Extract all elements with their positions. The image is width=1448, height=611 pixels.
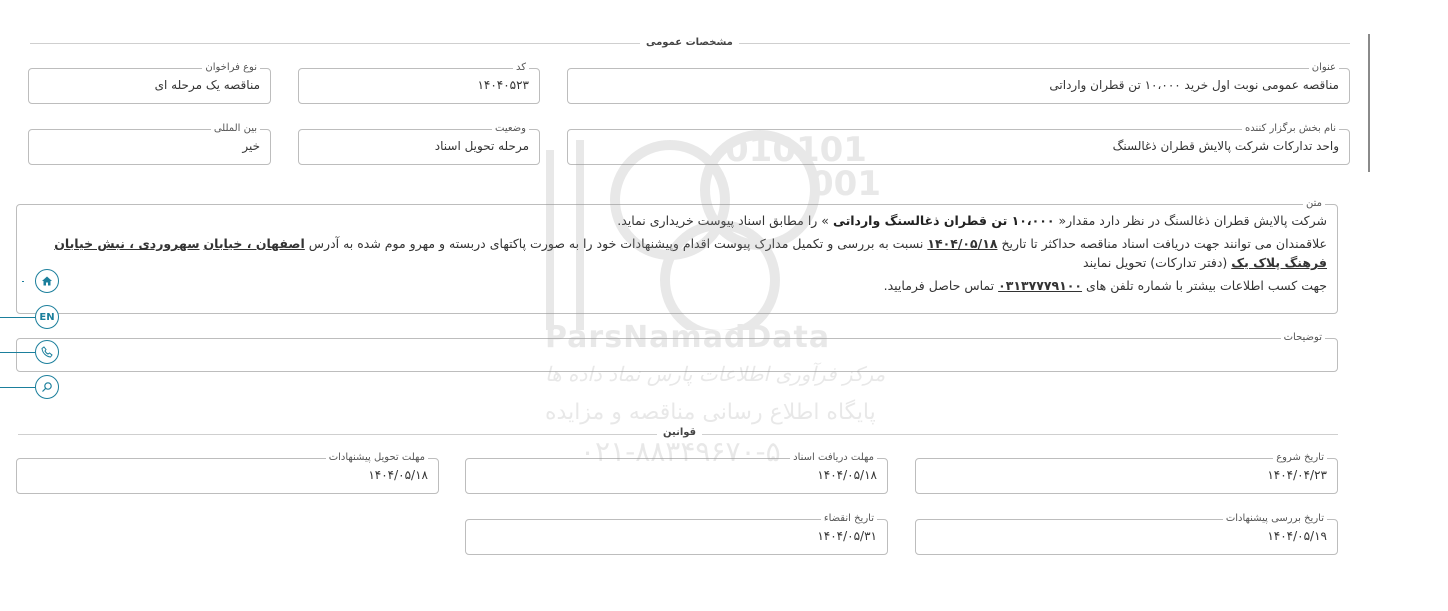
status-field[interactable] xyxy=(298,123,540,165)
text-line-1 xyxy=(27,211,1327,230)
title-value: مناقصه عمومی نوبت اول خرید ۱۰،۰۰۰ تن قطران وارداتی xyxy=(1049,78,1339,92)
scrollbar[interactable] xyxy=(1368,34,1370,172)
international-label: بین المللی xyxy=(211,122,260,136)
start-date-label: تاریخ شروع xyxy=(1273,451,1327,465)
text-line-1-part-a: شرکت پالایش قطران ذغالسنگ در نظر دارد مقدار« xyxy=(1058,213,1327,228)
watermark-line-2: پایگاه اطلاع رسانی مناقصه و مزایده xyxy=(545,400,876,425)
call-connector xyxy=(0,352,35,353)
title-field[interactable] xyxy=(567,62,1350,104)
call-type-value: مناقصه یک مرحله ای xyxy=(154,78,260,92)
status-label: وضعیت xyxy=(492,122,529,136)
text-line-2-part-b: نسبت به بررسی و تکمیل مدارک پیوست اقدام وپیشنهادات خود را به صورت پاکتهای دربسته و مهرو موم شده به آدرس xyxy=(308,236,924,251)
code-label: کد xyxy=(513,61,529,75)
review-date-value: ۱۴۰۴/۰۵/۱۹ xyxy=(1267,529,1327,543)
organizer-value: واحد تدارکات شرکت پالایش قطران ذغالسنگ xyxy=(1112,139,1339,153)
submit-deadline-label: مهلت تحویل پیشنهادات xyxy=(326,451,428,465)
text-line-2-part-c: (دفتر تدارکات) تحویل نمایند xyxy=(1083,255,1228,270)
organizer-label: نام بخش برگزار کننده xyxy=(1242,122,1339,136)
home-icon xyxy=(41,275,53,287)
start-date-field[interactable] xyxy=(915,452,1338,494)
expire-date-value: ۱۴۰۴/۰۵/۳۱ xyxy=(817,529,877,543)
en-connector xyxy=(0,317,35,318)
text-line-2-date: ۱۴۰۴/۰۵/۱۸ xyxy=(927,236,998,251)
rules-section-title: قوانین xyxy=(657,427,702,438)
review-date-field[interactable] xyxy=(915,513,1338,555)
text-line-3-part-b: تماس حاصل فرمایید. xyxy=(883,278,995,293)
search-icon xyxy=(41,381,53,393)
home-button[interactable] xyxy=(35,269,59,293)
watermark-phone: ۰۲۱-۸۸۳۴۹۶۷۰-۵ xyxy=(580,435,781,468)
text-line-2-address-1: اصفهان ، خیابان xyxy=(203,236,305,251)
watermark-binary-2: 001 xyxy=(810,164,881,204)
code-value: ۱۴۰۴۰۵۲۳ xyxy=(477,78,529,92)
receive-deadline-label: مهلت دریافت اسناد xyxy=(790,451,877,465)
text-line-2 xyxy=(27,234,1327,272)
general-section-title: مشخصات عمومی xyxy=(640,37,739,48)
expire-date-field[interactable] xyxy=(465,513,888,555)
language-en-button[interactable] xyxy=(35,305,59,329)
receive-deadline-field[interactable] xyxy=(465,452,888,494)
text-body xyxy=(27,211,1327,295)
review-date-label: تاریخ بررسی پیشنهادات xyxy=(1223,512,1327,526)
en-label: EN xyxy=(39,311,55,323)
international-value: خیر xyxy=(242,139,260,153)
receive-deadline-value: ۱۴۰۴/۰۵/۱۸ xyxy=(817,468,877,482)
text-box xyxy=(16,198,1338,314)
expire-date-label: تاریخ انقضاء xyxy=(821,512,877,526)
submit-deadline-field[interactable] xyxy=(16,452,439,494)
organizer-field[interactable] xyxy=(567,123,1350,165)
text-box-label: متن xyxy=(1303,197,1325,211)
watermark-brand: ParsNamadData xyxy=(545,320,831,355)
call-type-label: نوع فراخوان xyxy=(202,61,260,75)
text-line-1-part-c: » را مطابق اسناد پیوست خریداری نماید. xyxy=(617,213,829,228)
call-button[interactable] xyxy=(35,340,59,364)
notes-box-label: توضیحات xyxy=(1281,331,1325,345)
home-connector xyxy=(22,281,24,282)
text-line-3 xyxy=(27,276,1327,295)
text-line-2-part-a: علاقمندان می توانند جهت دریافت اسناد مناقصه حداکثر تا تاریخ xyxy=(1001,236,1327,251)
text-line-3-part-a: جهت کسب اطلاعات بیشتر با شماره تلفن های xyxy=(1086,278,1327,293)
status-value: مرحله تحویل اسناد xyxy=(434,139,529,153)
call-type-field[interactable] xyxy=(28,62,271,104)
phone-icon xyxy=(41,346,53,358)
watermark-binary-1: 010101 xyxy=(725,130,867,170)
text-line-2-address-2: سهروردی ، نبش خیابان فرهنگ پلاک یک xyxy=(54,236,1327,270)
search-button[interactable] xyxy=(35,375,59,399)
watermark-line-1: مرکز فرآوری اطلاعات پارس نماد داده ها xyxy=(545,362,886,386)
text-line-3-phone: ۰۳۱۳۷۷۷۹۱۰۰ xyxy=(998,278,1083,293)
code-field[interactable] xyxy=(298,62,540,104)
search-connector xyxy=(0,387,35,388)
title-label: عنوان xyxy=(1309,61,1339,75)
international-field[interactable] xyxy=(28,123,271,165)
submit-deadline-value: ۱۴۰۴/۰۵/۱۸ xyxy=(368,468,428,482)
start-date-value: ۱۴۰۴/۰۴/۲۳ xyxy=(1267,468,1327,482)
text-line-1-bold: ۱۰،۰۰۰ تن قطران ذغالسنگ وارداتی xyxy=(832,213,1055,228)
